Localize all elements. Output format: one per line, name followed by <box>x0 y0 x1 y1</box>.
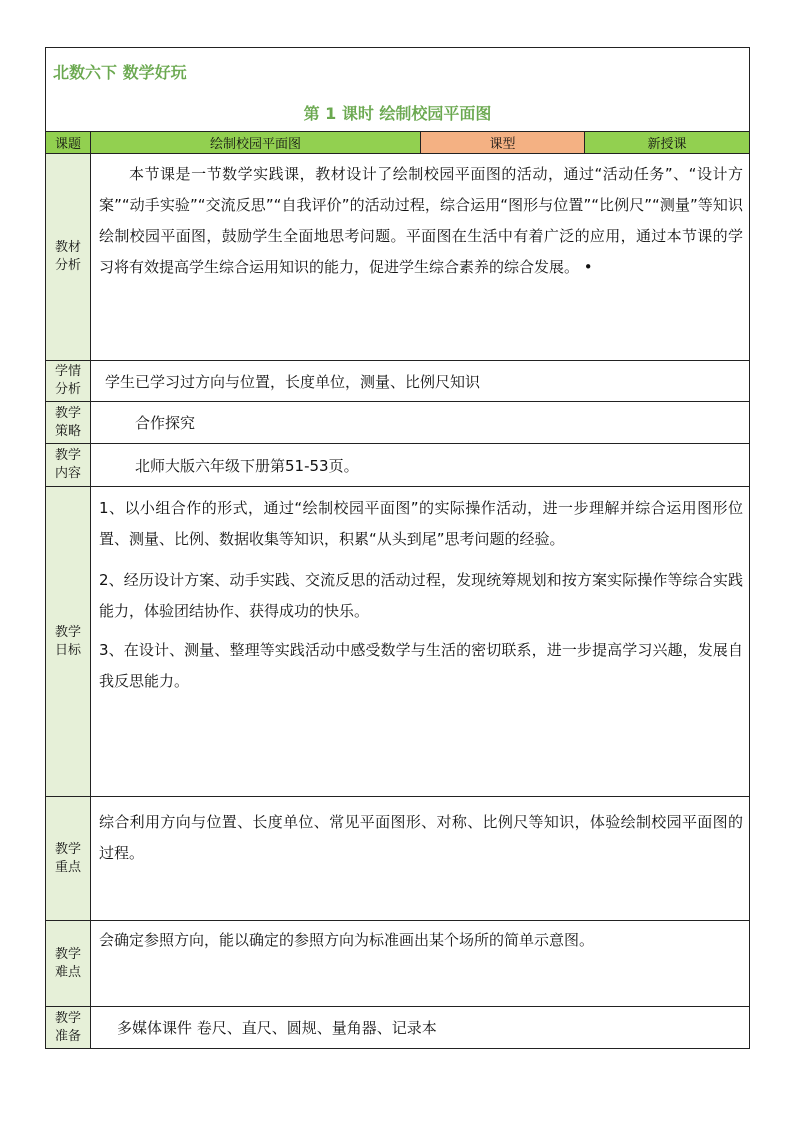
header-cell <box>46 48 750 132</box>
row-label-line-2: 日标 <box>54 642 81 658</box>
row-label-students <box>46 361 91 402</box>
row-label-line-1: 教学 <box>54 946 81 962</box>
row-label-line-2: 分析 <box>54 382 81 397</box>
material-text: 本节课是一节数学实践课，教材设计了绘制校园平面图的活动，通过“活动任务”、“设计方案”“动手实验”“交流反思”“自我评价”的活动过程，综合运用“图形与位置”“比例尺”“测量”等知识绘制校园平面图，鼓励学生全面地思考问题。平面图在生活中有着广泛的应用，通过本节课的学习将有效提高学生综合运用知识的能力，促进学生综合素养的综合发展。 • <box>99 165 743 276</box>
row-label-line-1: 教材 <box>54 240 81 255</box>
preparation-row <box>46 1007 750 1049</box>
goals-row <box>46 487 750 797</box>
key-points-cell <box>91 797 750 921</box>
material-row <box>46 154 750 361</box>
goals-cell <box>91 487 750 797</box>
goal-item-1: 1、以小组合作的形式，通过“绘制校园平面图”的实际操作活动，进一步理解并综合运用图形位置、测量、比例、数据收集等知识，积累“从头到尾”思考问题的经验。 <box>99 499 743 548</box>
row-label-content <box>46 444 91 487</box>
topic-row <box>46 132 750 154</box>
row-label-material <box>46 154 91 361</box>
key-points-row <box>46 797 750 921</box>
row-label-line-1: 教学 <box>54 448 81 463</box>
row-label-line-2: 策略 <box>54 423 81 439</box>
row-label-line-1: 学情 <box>54 364 81 379</box>
topic-label: 课题 <box>46 132 91 154</box>
row-label-goals <box>46 487 91 797</box>
row-label-line-1: 教学 <box>54 624 81 640</box>
row-label-line-1: 教学 <box>54 1010 81 1026</box>
lesson-plan-document <box>45 47 749 1049</box>
row-label-line-2: 准备 <box>54 1028 81 1044</box>
key-points-text: 综合利用方向与位置、长度单位、常见平面图形、对称、比例尺等知识，体验绘制校园平面图的过程。 <box>99 813 743 862</box>
material-text-cell <box>91 154 750 361</box>
row-label-line-2: 分析 <box>54 258 81 273</box>
lesson-plan-table <box>45 47 750 1049</box>
row-label-line-1: 教学 <box>54 841 81 857</box>
lesson-title: 第 1 课时 绘制校园平面图 <box>303 104 492 123</box>
goal-item-2: 2、经历设计方案、动手实践、交流反思的活动过程，发现统筹规划和按方案实际操作等综合实践能力，体验团结协作、获得成功的快乐。 <box>99 571 743 620</box>
row-label-difficulties <box>46 921 91 1007</box>
preparation-text: 多媒体课件 卷尺、直尺、圆规、量角器、记录本 <box>91 1007 750 1049</box>
strategy-row <box>46 402 750 444</box>
row-label-preparation <box>46 1007 91 1049</box>
series-title: 北数六下 数学好玩 <box>53 63 187 82</box>
row-label-line-1: 教学 <box>54 405 81 421</box>
header-row <box>46 48 750 132</box>
strategy-text: 合作探究 <box>91 402 750 444</box>
type-value: 新授课 <box>585 132 750 154</box>
difficulties-cell <box>91 921 750 1007</box>
row-label-line-2: 难点 <box>54 964 81 980</box>
difficulties-text: 会确定参照方向，能以确定的参照方向为标准画出某个场所的简单示意图。 <box>99 931 595 949</box>
content-text: 北师大版六年级下册第51-53页。 <box>91 444 750 487</box>
students-text: 学生已学习过方向与位置，长度单位，测量、比例尺知识 <box>91 361 750 402</box>
row-label-key-points <box>46 797 91 921</box>
difficulties-row <box>46 921 750 1007</box>
type-label: 课型 <box>421 132 585 154</box>
row-label-line-2: 内容 <box>54 466 81 481</box>
row-label-strategy <box>46 402 91 444</box>
goal-item-3: 3、在设计、测量、整理等实践活动中感受数学与生活的密切联系，进一步提高学习兴趣，发展自我反思能力。 <box>99 641 743 690</box>
topic-value: 绘制校园平面图 <box>91 132 421 154</box>
students-row <box>46 361 750 402</box>
content-row <box>46 444 750 487</box>
row-label-line-2: 重点 <box>54 859 81 875</box>
